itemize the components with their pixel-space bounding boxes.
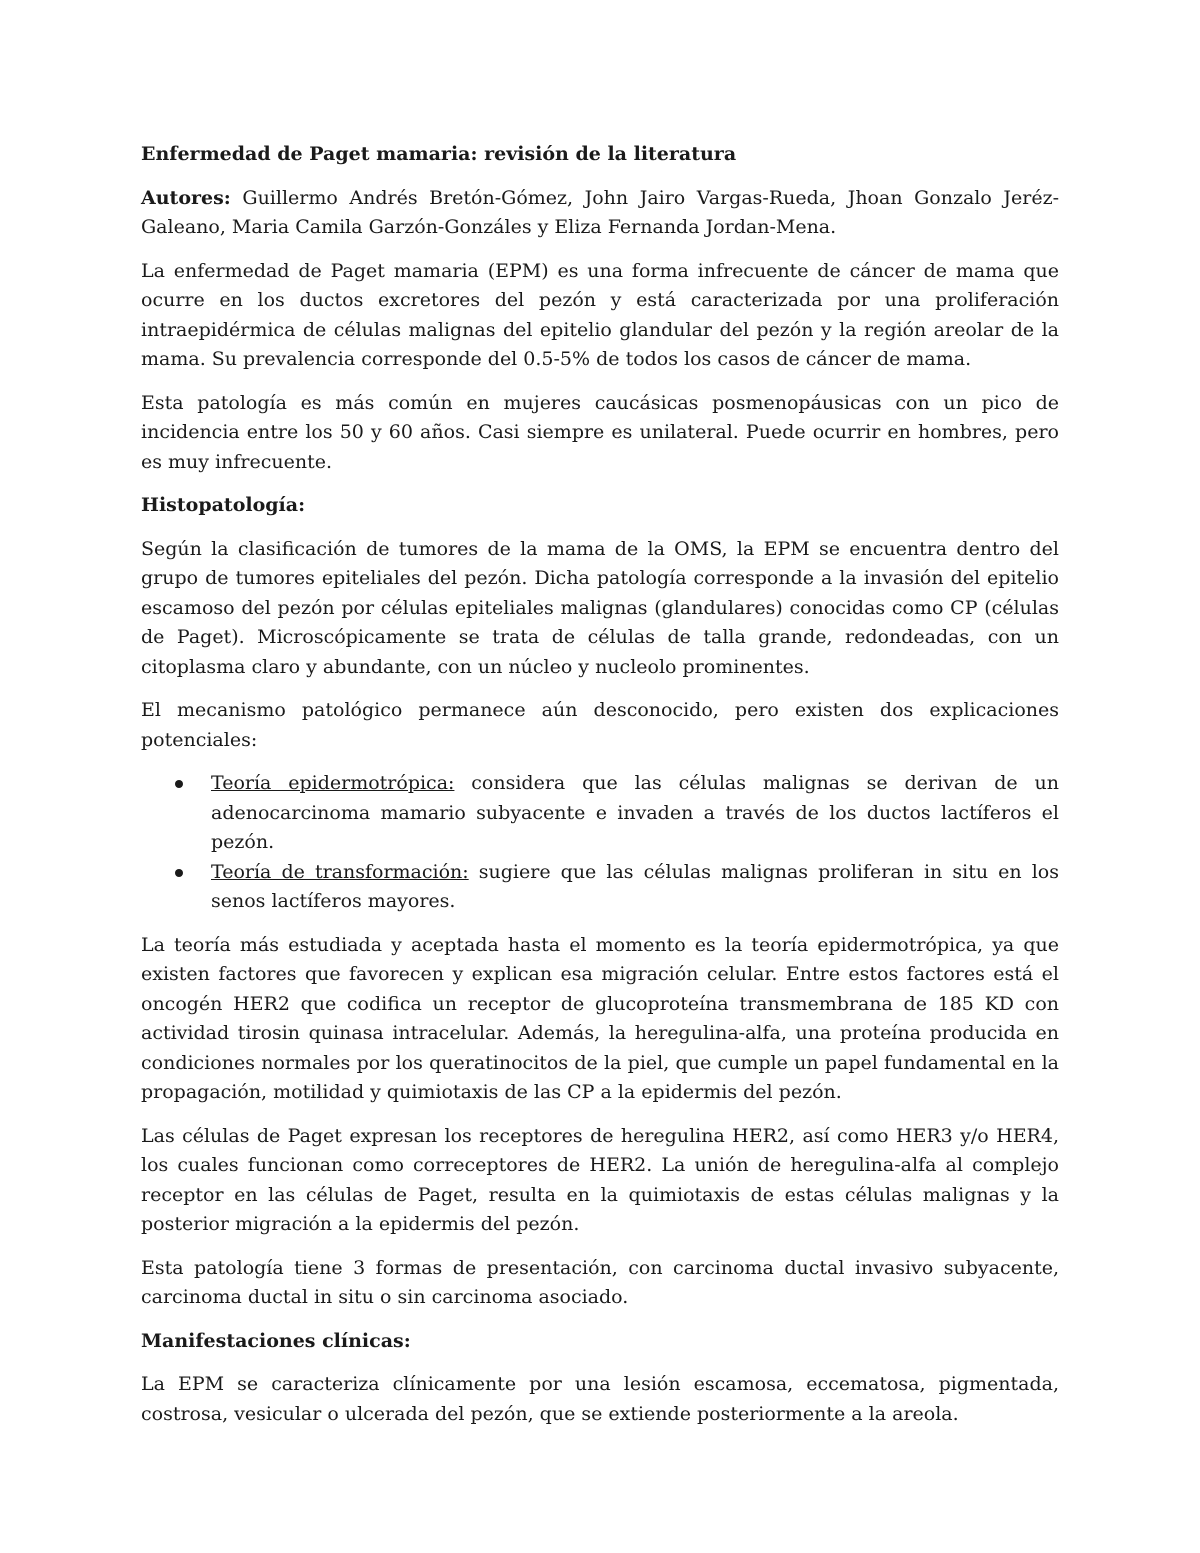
bullet-icon	[175, 869, 183, 877]
list-item	[141, 858, 1059, 917]
clinical-heading: Manifestaciones clínicas:	[141, 1329, 411, 1352]
clinical-paragraph-1: La EPM se caracteriza clínicamente por una lesión escamosa, eccematosa, pigmentada, costrosa, vesicular o ulcerada del pezón, que se extiende posteriormente a la areola.	[141, 1373, 1059, 1425]
document-page	[141, 140, 1059, 1443]
theory-text: considera que las células malignas se derivan de un adenocarcinoma mamario subyacente e invaden a través de los ductos lactíferos el pezón.	[211, 772, 1059, 853]
histopathology-paragraph-5: Esta patología tiene 3 formas de presentación, con carcinoma ductal invasivo subyacente, carcinoma ductal in situ o sin carcinoma asociado.	[141, 1256, 1059, 1308]
histopathology-paragraph-4: Las células de Paget expresan los receptores de heregulina HER2, así como HER3 y/o HER4, los cuales funcionan como correceptores de HER2. La unión de heregulina-alfa al complejo receptor en las células de Paget, resulta en la quimiotaxis de estas células malignas y la posterior migración a la epidermis del pezón.	[141, 1124, 1059, 1235]
document-title: Enfermedad de Paget mamaria: revisión de la literatura	[141, 143, 737, 165]
intro-paragraph-1: La enfermedad de Paget mamaria (EPM) es una forma infrecuente de cáncer de mama que ocurre en los ductos excretores del pezón y está caracterizada por una proliferación intraepidérmica de células malignas del epitelio glandular del pezón y la región areolar de la mama. Su prevalencia corresponde del 0.5-5% de todos los casos de cáncer de mama.	[141, 259, 1059, 370]
authors-names: Guillermo Andrés Bretón-Gómez, John Jairo Vargas-Rueda, Jhoan Gonzalo Jeréz-Galeano, Maria Camila Garzón-Gonzáles y Eliza Fernanda Jordan-Mena.	[141, 186, 1059, 238]
histopathology-paragraph-2: El mecanismo patológico permanece aún desconocido, pero existen dos explicaciones potenciales:	[141, 699, 1059, 751]
theory-term: Teoría epidermotrópica:	[211, 772, 455, 794]
bullet-icon	[175, 780, 183, 788]
authors-paragraph	[141, 184, 1059, 243]
intro-paragraph-2: Esta patología es más común en mujeres caucásicas posmenopáusicas con un pico de incidencia entre los 50 y 60 años. Casi siempre es unilateral. Puede ocurrir en hombres, pero es muy infrecuente.	[141, 391, 1059, 473]
authors-label: Autores:	[141, 186, 231, 209]
list-item	[141, 769, 1059, 858]
theories-list	[141, 769, 1059, 917]
histopathology-paragraph-3: La teoría más estudiada y aceptada hasta el momento es la teoría epidermotrópica, ya que existen factores que favorecen y explican esa migración celular. Entre estos factores está el oncogén HER2 que codifica un receptor de glucoproteína transmembrana de 185 KD con actividad tirosin quinasa intracelular. Además, la heregulina-alfa, una proteína producida en condiciones normales por los queratinocitos de la piel, que cumple un papel fundamental en la propagación, motilidad y quimiotaxis de las CP a la epidermis del pezón.	[141, 933, 1059, 1103]
theory-text: sugiere que las células malignas proliferan in situ en los senos lactíferos mayores.	[211, 860, 1059, 912]
histopathology-paragraph-1: Según la clasificación de tumores de la mama de la OMS, la EPM se encuentra dentro del grupo de tumores epiteliales del pezón. Dicha patología corresponde a la invasión del epitelio escamoso del pezón por células epiteliales malignas (glandulares) conocidas como CP (células de Paget). Microscópicamente se trata de células de talla grande, redondeadas, con un citoplasma claro y abundante, con un núcleo y nucleolo prominentes.	[141, 537, 1059, 678]
theory-term: Teoría de transformación:	[211, 860, 469, 883]
histopathology-heading: Histopatología:	[141, 494, 306, 516]
